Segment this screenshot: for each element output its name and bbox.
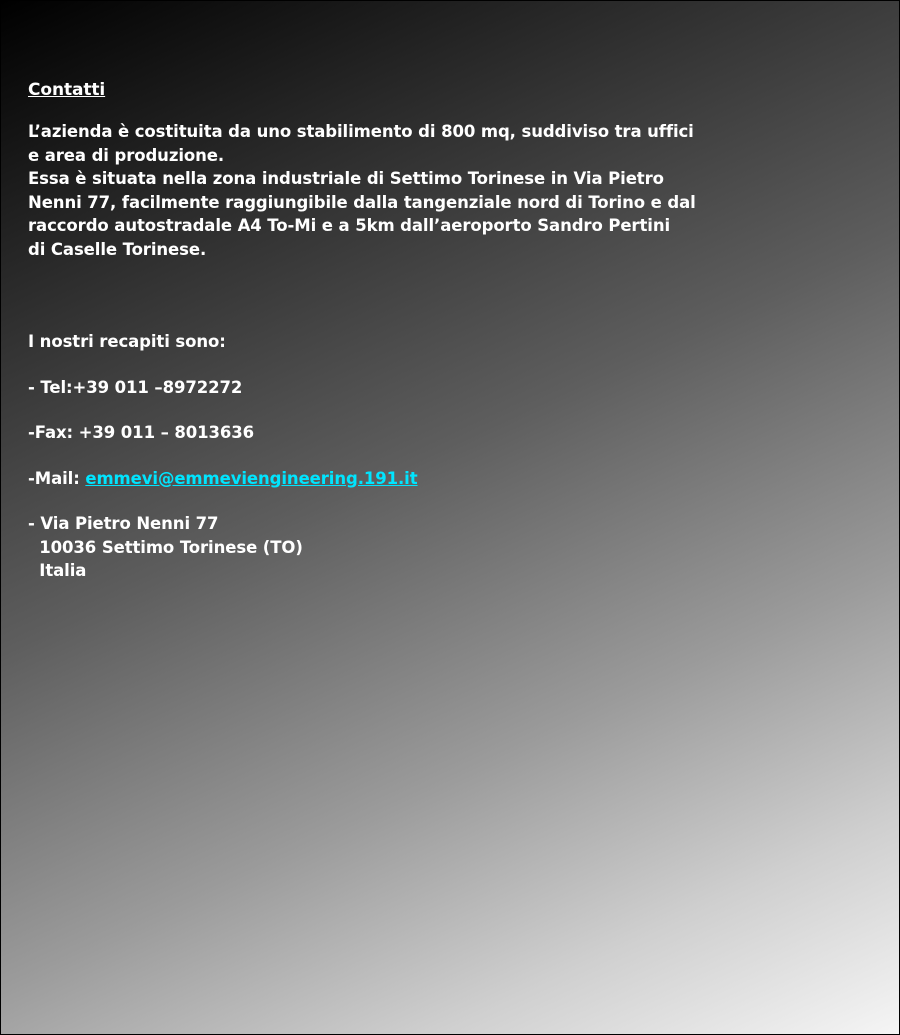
- description-line: raccordo autostradale A4 To-Mi e a 5km dall’aeroporto Sandro Pertini: [28, 216, 671, 235]
- telephone-line: - Tel:+39 011 –8972272: [28, 377, 243, 397]
- email-link[interactable]: emmevi@emmeviengineering.191.it: [85, 468, 418, 488]
- fax-line: -Fax: +39 011 – 8013636: [28, 423, 255, 442]
- description-line: e area di produzione.: [28, 145, 225, 165]
- mail-line: [28, 467, 748, 491]
- contacts-intro: I nostri recapiti sono:: [28, 332, 226, 351]
- description-line: L’azienda è costituita da uno stabilimento di 800 mq, suddiviso tra uffici: [28, 122, 694, 141]
- mail-label: -Mail:: [28, 468, 86, 488]
- address-line: 10036 Settimo Torinese (TO): [28, 537, 303, 557]
- address-block: [28, 512, 748, 583]
- address-line: - Via Pietro Nenni 77: [28, 514, 219, 533]
- company-description: [28, 120, 748, 261]
- description-line: Nenni 77, facilmente raggiungibile dalla tangenziale nord di Torino e dal: [28, 192, 696, 212]
- address-line: Italia: [28, 561, 87, 580]
- description-line: Essa è situata nella zona industriale di Settimo Torinese in Via Pietro: [28, 169, 664, 188]
- contact-content: [28, 78, 748, 583]
- page-title: Contatti: [28, 80, 106, 100]
- description-line: di Caselle Torinese.: [28, 239, 207, 259]
